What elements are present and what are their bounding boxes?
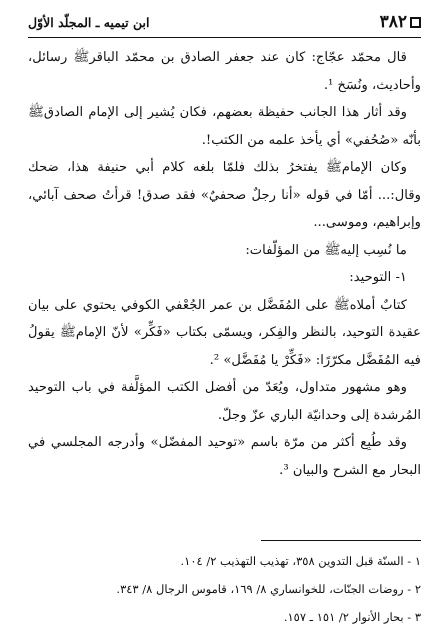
footnotes	[28, 547, 421, 631]
page-header	[28, 10, 421, 34]
footnote: ٣ - بحار الأنوار ٢/ ١٥١ ـ ١٥٧.	[283, 610, 421, 624]
footnote: ١ - السنّة قبل التدوين ٣٥٨، تهذيب التهذيب ٢/ ١٠٤.	[180, 554, 421, 568]
page-number: ٣٨٢	[379, 12, 407, 32]
paragraph: وكان الإمامﷺ يفتخرُ بذلك فلمّا بلغه كلام أبي حنيفة هذا، ضحك وقال:... أمّا في قوله «أنا رجلٌ صحفيٌ» فقد صدق! قرأتُ صحف آبائي، وإبراهيم، وموسى...	[28, 160, 421, 230]
paragraph: وقد طُبِع أكثر من مرّة باسم «توحيد المفضّل» وأدرجه المجلسي في البحار مع الشرح والبيان ³.	[28, 435, 421, 478]
running-title: ابن تيميه ـ المجلّد الأوّل	[28, 14, 150, 30]
footnote-separator	[261, 540, 421, 541]
paragraph: كتابٌ أملاهﷺ على المُفَضَّل بن عمر الجُعْفي الكوفي يحتوي على بيان عقيدة التوحيد، بالنظر والفِكر، ويسمّى بكتاب «فَكِّر» لأنّ الإمامﷺ يقولُ فيه المُفَضَّل مكرّرًا: «فَكِّرْ يا مُفَضَّل» ².	[28, 297, 421, 368]
subsection-heading: ١- التوحيد:	[349, 270, 407, 285]
paragraph: وهو مشهور متداول، ويُعَدّ من أفضل الكتب المؤلَّفة في باب التوحيد المُرشدة إلى وحدانيّة الباري عزّ وجلّ.	[28, 380, 421, 423]
square-marker-icon	[410, 17, 421, 28]
header-rule	[28, 37, 421, 38]
body-text	[28, 44, 421, 484]
footnote: ٢ - روضات الجنّات، للخوانساري ٨/ ١٦٩، قاموس الرجال ٨/ ٣٤٣.	[116, 582, 421, 596]
paragraph: وقد أثار هذا الجانب حفيظة بعضهم، فكان يُشير إلى الإمام الصادقﷺ بأنّه «صُحُفي» أي يأخذ علمه من الكتب!.	[28, 105, 421, 148]
section-heading: ما نُسِب إليهﷺ من المؤلّفات:	[245, 242, 407, 258]
paragraph: قال محمّد عجّاج: كان عند جعفر الصادق بن محمّد الباقرﷺ رسائل، وأحاديث، ونُسَخ ¹.	[28, 50, 421, 93]
page-number-block	[380, 12, 421, 32]
